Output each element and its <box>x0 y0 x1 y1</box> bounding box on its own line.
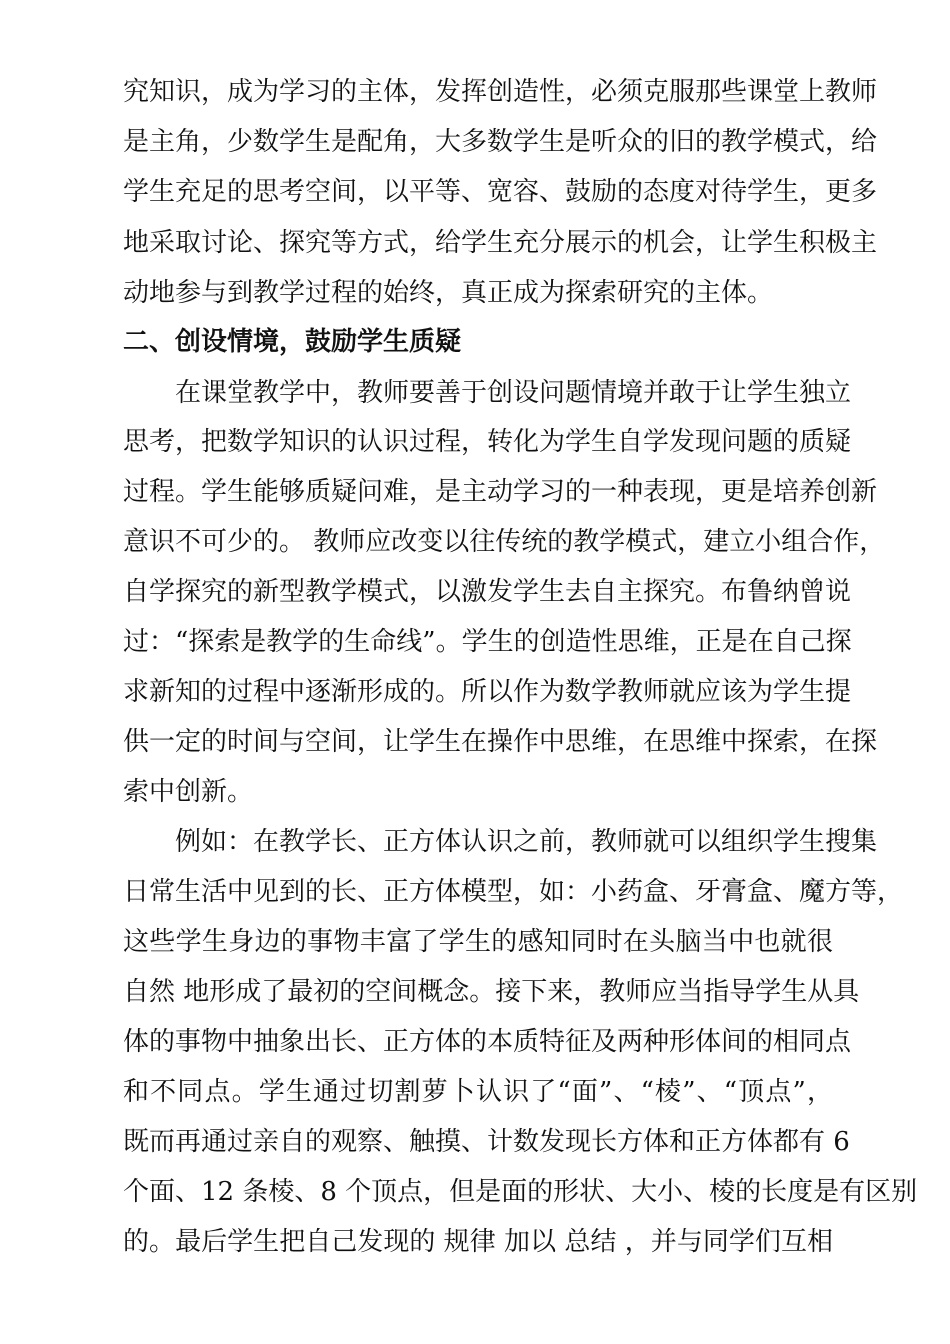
text-line: 和不同点。学生通过切割萝卜认识了“面”、“棱”、“顶点”， <box>123 1077 833 1107</box>
text-line: 个面、12 条棱、8 个顶点，但是面的形状、大小、棱的长度是有区别 <box>123 1177 918 1207</box>
text-line: 过程。学生能够质疑问难，是主动学习的一种表现，更是培养创新 <box>123 477 878 507</box>
text-line: 自学探究的新型教学模式，以激发学生去自主探究。布鲁纳曾说 <box>123 577 852 607</box>
text-line: 求新知的过程中逐渐形成的。所以作为数学教师就应该为学生提 <box>123 677 852 707</box>
text-line: 地采取讨论、探究等方式，给学生充分展示的机会，让学生积极主 <box>123 228 878 258</box>
text-line: 体的事物中抽象出长、正方体的本质特征及两种形体间的相同点 <box>123 1027 852 1057</box>
text-line: 日常生活中见到的长、正方体模型，如：小药盒、牙膏盒、魔方等， <box>123 877 904 907</box>
text-line: 供一定的时间与空间，让学生在操作中思维，在思维中探索，在探 <box>123 727 878 757</box>
text-line: 学生充足的思考空间，以平等、宽容、鼓励的态度对待学生，更多 <box>123 177 878 207</box>
text-line: 意识不可少的。 教师应改变以往传统的教学模式，建立小组合作， <box>123 527 886 557</box>
text-line: 索中创新。 <box>123 777 254 807</box>
section-heading: 二、创设情境，鼓励学生质疑 <box>123 327 462 357</box>
text-line: 这些学生身边的事物丰富了学生的感知同时在头脑当中也就很 <box>123 927 833 957</box>
text-line: 动地参与到教学过程的始终，真正成为探索研究的主体。 <box>123 278 774 308</box>
text-line: 自然 地形成了最初的空间概念。接下来，教师应当指导学生从具 <box>123 977 860 1007</box>
text-line: 既而再通过亲自的观察、触摸、计数发现长方体和正方体都有 6 <box>123 1127 850 1157</box>
text-line: 思考，把数学知识的认识过程，转化为学生自学发现问题的质疑 <box>123 427 852 457</box>
text-line: 是主角，少数学生是配角，大多数学生是听众的旧的教学模式，给 <box>123 127 878 157</box>
text-line: 究知识，成为学习的主体，发挥创造性，必须克服那些课堂上教师 <box>123 77 878 107</box>
text-line: 的。最后学生把自己发现的 规律 加以 总结 ，并与同学们互相 <box>123 1227 833 1257</box>
text-line: 在课堂教学中，教师要善于创设问题情境并敢于让学生独立 <box>175 378 852 408</box>
text-line: 过：“探索是教学的生命线”。学生的创造性思维，正是在自己探 <box>123 627 852 657</box>
text-line: 例如：在教学长、正方体认识之前，教师就可以组织学生搜集 <box>175 827 878 857</box>
